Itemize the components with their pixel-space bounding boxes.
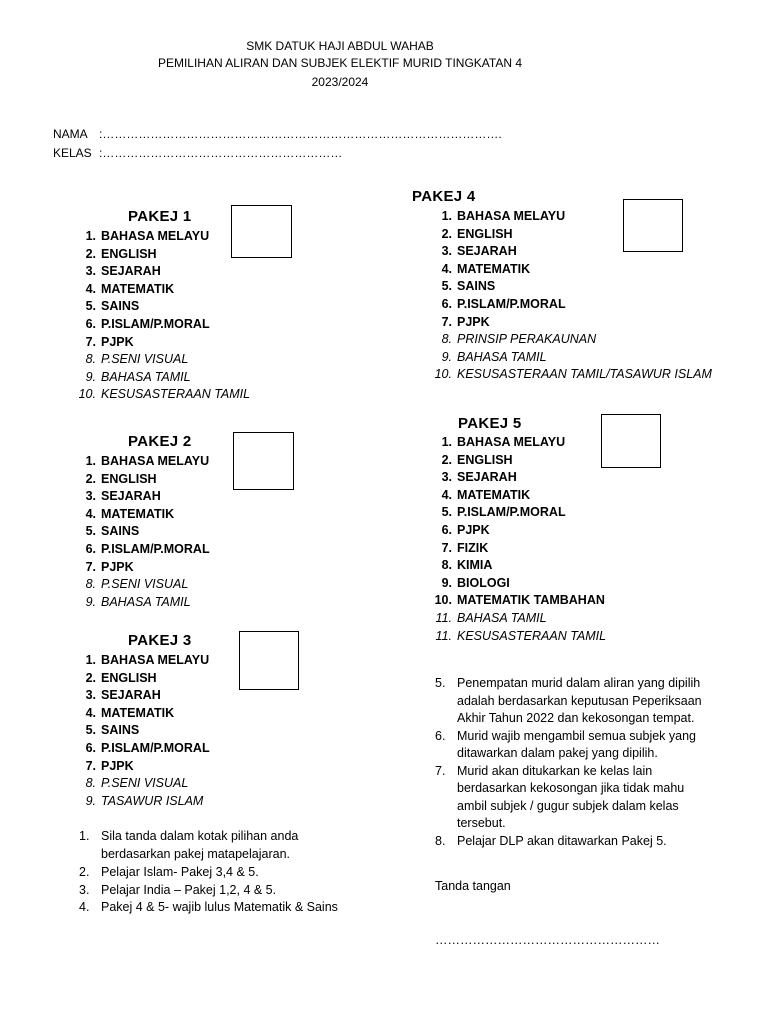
signature-label: Tanda tangan [435,879,511,893]
form-title: PEMILIHAN ALIRAN DAN SUBJEK ELEKTIF MURID TINGKATAN 4 [157,56,523,70]
subject-item: 3. SEJARAH [441,244,517,259]
subject-item: 2. ENGLISH [441,452,513,467]
kelas-field[interactable] [53,146,342,160]
subject-item: 10. KESUSASTERAAN TAMIL [78,387,251,402]
package-2-title: PAKEJ 2 [128,433,192,450]
subject-item: 11. KESUSASTERAAN TAMIL [435,628,607,643]
subject-item: 6. P.ISLAM/P.MORAL [85,316,210,331]
kelas-label: KELAS [53,146,92,160]
nama-line[interactable]: :………………………………………………………………………………………. [99,127,502,141]
subject-item: 4. MATEMATIK [85,281,175,296]
subject-item: 3. SEJARAH [85,489,161,504]
subject-item: 2. ENGLISH [441,226,513,241]
subject-item: 6. PJPK [441,522,490,537]
subject-item: 8. P.SENI VISUAL [85,577,189,592]
subject-item: 8. KIMIA [441,558,493,573]
subject-item: 9. BAHASA TAMIL [85,369,191,384]
subject-item: 7. PJPK [85,559,134,574]
subject-item: 9. TASAWUR ISLAM [85,793,204,808]
subject-item: 8. P.SENI VISUAL [85,776,189,791]
package-4-title: PAKEJ 4 [412,188,476,205]
kelas-line[interactable]: :…………………………………………………… [99,146,343,160]
subject-item: 5. SAINS [441,279,496,294]
subject-item: 8. PRINSIP PERAKAUNAN [441,332,597,347]
subject-item: 1. BAHASA MELAYU [441,209,566,223]
subject-item: 5. P.ISLAM/P.MORAL [441,505,566,520]
package-2-checkbox[interactable] [233,432,294,490]
subject-item: 11. BAHASA TAMIL [435,610,547,625]
subject-item: 1. BAHASA MELAYU [85,229,210,243]
subject-item: 8. P.SENI VISUAL [85,352,189,367]
package-1-title: PAKEJ 1 [128,208,192,225]
subject-item: 3. SEJARAH [85,264,161,279]
subject-item: 9. BAHASA TAMIL [441,349,547,364]
subject-item: 5. SAINS [85,723,140,738]
subject-item: 1. BAHASA MELAYU [85,653,210,667]
note-item: 1. Sila tanda dalam kotak pilihan anda berdasarkan pakej matapelajaran. [79,829,299,861]
subject-item: 5. SAINS [85,299,140,314]
notes-right: 5. Penempatan murid dalam aliran yang dipilih adalah berdasarkan keputusan Peperiksaan Akhir Tahun 2022 dan kekosongan tempat. 6. Murid wajib mengambil semua subjek yang ditawarkan dalam pakej yang dipilih. 7. Murid akan ditukarkan ke kelas lain berdasarkan kekosongan jika tidak mahu ambil subjek / gugur subjek dalam kelas tersebut. 8. Pelajar DLP akan ditawarkan Pakej 5. [435,676,702,848]
subject-item: 4. MATEMATIK [441,261,531,276]
nama-label: NAMA [53,127,88,141]
package-3-title: PAKEJ 3 [128,632,192,649]
subject-item: 7. PJPK [441,314,490,329]
package-2-subject-list [73,453,210,611]
subject-item: 7. FIZIK [441,540,489,555]
subject-item: 6. P.ISLAM/P.MORAL [85,740,210,755]
package-5-subject-list [429,434,606,645]
subject-item: 3. SEJARAH [85,688,161,703]
subject-item: 4. MATEMATIK [441,487,531,502]
package-3-subject-list [73,652,210,810]
subject-item: 6. P.ISLAM/P.MORAL [441,296,566,311]
package-5-title: PAKEJ 5 [458,415,522,432]
subject-item: 1. BAHASA MELAYU [85,454,210,468]
package-3-checkbox[interactable] [239,631,299,690]
nama-field[interactable] [53,127,502,141]
subject-item: 2. ENGLISH [85,471,157,486]
subject-item: 1. BAHASA MELAYU [441,435,566,449]
subject-item: 7. PJPK [85,758,134,773]
subject-item: 4. MATEMATIK [85,506,175,521]
subject-item: 2. ENGLISH [85,670,157,685]
subject-item: 4. MATEMATIK [85,705,175,720]
subject-item: 10. KESUSASTERAAN TAMIL/TASAWUR ISLAM [434,367,712,382]
session-year: 2023/2024 [311,75,369,89]
subject-item: 9. BIOLOGI [441,575,510,590]
subject-item: 7. PJPK [85,334,134,349]
signature-line[interactable]: ……………………………………………… [435,933,660,947]
subject-item: 6. P.ISLAM/P.MORAL [85,541,210,556]
subject-item: 3. SEJARAH [441,470,517,485]
package-1-subject-list [73,228,250,404]
subject-item: 2. ENGLISH [85,246,157,261]
notes-left: 1. Sila tanda dalam kotak pilihan anda berdasarkan pakej matapelajaran. 2. Pelajar Islam- Pakej 3,4 & 5. 3. Pelajar India – Pakej 1,2, 4 & 5. 4. Pakej 4 & 5- wajib lulus Matematik & Sains [79,828,379,923]
subject-item: 10. MATEMATIK TAMBAHAN [434,593,605,608]
package-4-subject-list [429,208,712,384]
package-5-checkbox[interactable] [601,414,661,468]
school-name: SMK DATUK HAJI ABDUL WAHAB [246,39,434,53]
subject-item: 9. BAHASA TAMIL [85,594,191,609]
subject-item: 5. SAINS [85,524,140,539]
